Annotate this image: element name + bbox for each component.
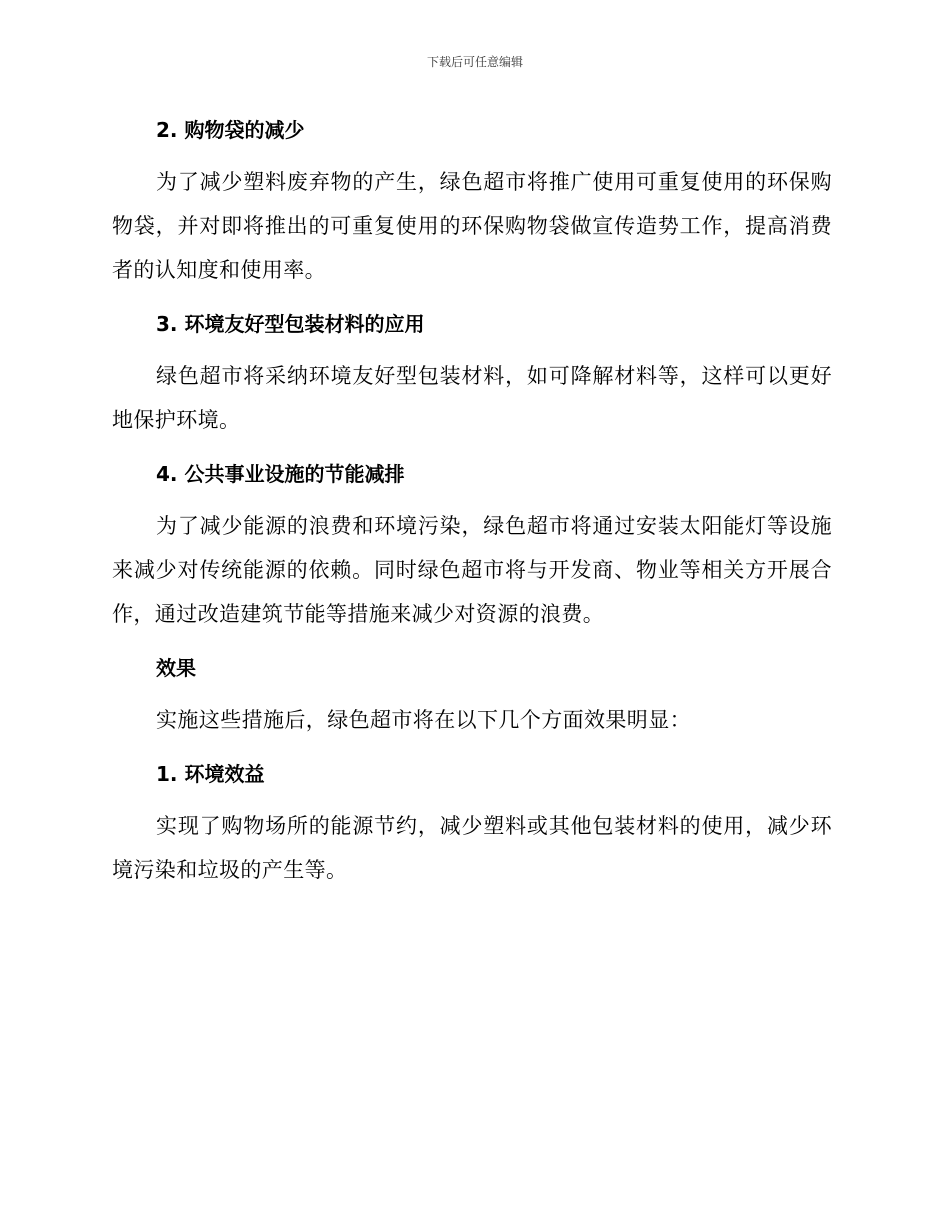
section-paragraph-packaging: 绿色超市将采纳环境友好型包装材料，如可降解材料等，这样可以更好地保护环境。 (112, 364, 832, 432)
document-body (112, 110, 832, 892)
section-paragraph-shopping-bags: 为了减少塑料废弃物的产生，绿色超市将推广使用可重复使用的环保购物袋，并对即将推出的可重复使用的环保购物袋做宣传造势工作，提高消费者的认知度和使用率。 (112, 170, 832, 282)
section-paragraph-energy-saving: 为了减少能源的浪费和环境污染，绿色超市将通过安装太阳能灯等设施来减少对传统能源的依赖。同时绿色超市将与开发商、物业等相关方开展合作，通过改造建筑节能等措施来减少对资源的浪费。 (112, 514, 832, 626)
section-heading-energy-saving: 4. 公共事业设施的节能减排 (156, 462, 405, 486)
section-heading-effects: 效果 (156, 656, 196, 680)
section-heading-environmental-benefit: 1. 环境效益 (156, 762, 265, 786)
section-paragraph-effects: 实施这些措施后，绿色超市将在以下几个方面效果明显： (156, 708, 691, 732)
page-header-note: 下载后可任意编辑 (426, 55, 523, 69)
section-heading-shopping-bags: 2. 购物袋的减少 (156, 118, 305, 142)
section-paragraph-environmental-benefit: 实现了购物场所的能源节约，减少塑料或其他包装材料的使用，减少环境污染和垃圾的产生等。 (112, 814, 832, 882)
section-heading-packaging: 3. 环境友好型包装材料的应用 (156, 312, 425, 336)
